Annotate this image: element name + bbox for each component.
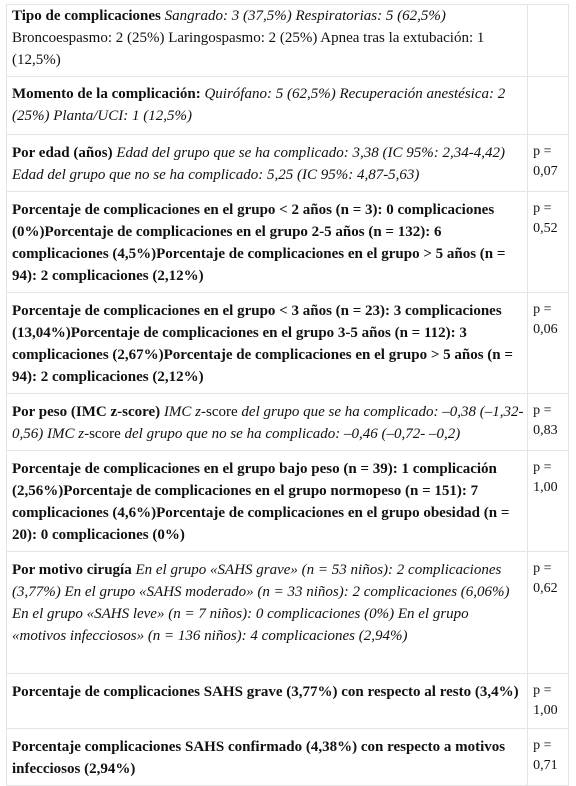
table-cell xyxy=(7,293,528,394)
row-italic-text: z- xyxy=(78,426,90,442)
row-plain-text: score xyxy=(206,404,238,420)
row-label: Por motivo cirugía xyxy=(12,562,132,578)
p-value: p = 0,83 xyxy=(528,394,569,451)
table-row xyxy=(7,77,569,135)
row-italic-text: Edad del grupo que se ha complicado: 3,38 (IC 95%: 2,34-4,42) Edad del grupo que no se ha complicado: 5,25 (IC 95%: 4,87-5,63) xyxy=(12,145,505,183)
row-bold-text: Porcentaje de complicaciones SAHS grave (3,77%) con respecto al resto (3,4%) xyxy=(12,684,519,700)
table-cell xyxy=(7,451,528,552)
table-cell xyxy=(7,192,528,293)
table-row xyxy=(7,674,569,729)
p-value: p = 0,62 xyxy=(528,552,569,674)
row-label: Momento de la complicación: xyxy=(12,86,201,102)
table-row xyxy=(7,729,569,786)
row-italic-text: Sangrado: 3 (37,5%) Respiratorias: 5 (62,5%) xyxy=(164,8,446,24)
row-plain-text: Broncoespasmo: 2 (25%) Laringospasmo: 2 (25%) Apnea tras la extubación: 1 (12,5%) xyxy=(12,30,485,68)
row-italic-text: del grupo que no se ha complicado: –0,46 (–0,72- –0,2) xyxy=(124,426,461,442)
row-bold-text: Porcentaje de complicaciones en el grupo < 2 años (n = 3): 0 complicaciones (0%)Porcentaje de complicaciones en el grupo 2-5 años (n = 132): 6 complicaciones (4,5%)Porcentaje de complicaciones en el grupo > 5 años (n = 94): 2 complicaciones (2,12%) xyxy=(12,202,506,284)
table-row xyxy=(7,5,569,77)
row-italic-text: En el grupo «SAHS grave» (n = 53 niños): 2 complicaciones (3,77%) En el grupo «SAHS moderado» (n = 33 niños): 2 complicaciones (6,06%) En el grupo «SAHS leve» (n = 7 niños): 0 complicaciones (0%) En el grupo «motivos infecciosos» (n = 136 niños): 4 complicaciones (2,94%) xyxy=(12,562,510,644)
p-value: p = 1,00 xyxy=(528,451,569,552)
p-value xyxy=(528,5,569,77)
p-value: p = 0,06 xyxy=(528,293,569,394)
complications-table xyxy=(6,4,569,786)
table-cell xyxy=(7,552,528,674)
row-plain-text: score xyxy=(89,426,121,442)
row-label: Tipo de complicaciones xyxy=(12,8,161,24)
table-row xyxy=(7,451,569,552)
table-cell xyxy=(7,5,528,77)
p-value: p = 0,07 xyxy=(528,135,569,192)
p-value: p = 1,00 xyxy=(528,674,569,729)
row-bold-text: Porcentaje de complicaciones en el grupo bajo peso (n = 39): 1 complicación (2,56%)Porcentaje de complicaciones en el grupo normopeso (n = 151): 7 complicaciones (4,6%)Porcentaje de complicaciones en el grupo obesidad (n = 20): 0 complicaciones (0%) xyxy=(12,461,510,543)
p-value xyxy=(528,77,569,135)
row-italic-text: z- xyxy=(195,404,206,420)
table-row xyxy=(7,135,569,192)
row-label: Por peso (IMC z-score) xyxy=(12,404,161,420)
table-cell xyxy=(7,674,528,729)
table-row xyxy=(7,552,569,674)
table-row xyxy=(7,192,569,293)
table-cell xyxy=(7,394,528,451)
row-bold-text: Porcentaje complicaciones SAHS confirmado (4,38%) con respecto a motivos infecciosos (2,94%) xyxy=(12,739,506,777)
row-bold-text: Porcentaje de complicaciones en el grupo < 3 años (n = 23): 3 complicaciones (13,04%)Porcentaje de complicaciones en el grupo 3-5 años (n = 112): 3 complicaciones (2,67%)Porcentaje de complicaciones en el grupo > 5 años (n = 94): 2 complicaciones (2,12%) xyxy=(12,303,513,385)
table-row xyxy=(7,293,569,394)
table-cell xyxy=(7,135,528,192)
row-italic-text: IMC xyxy=(163,404,192,420)
row-label: Por edad (años) xyxy=(12,145,113,161)
row-italic-text: del grupo que se ha complicado: –0,38 (–1,32-0,56) IMC xyxy=(12,404,524,442)
table-cell xyxy=(7,729,528,786)
p-value: p = 0,52 xyxy=(528,192,569,293)
table-cell xyxy=(7,77,528,135)
table-row xyxy=(7,394,569,451)
row-italic-text: Quirófano: 5 (62,5%) Recuperación anestésica: 2 (25%) Planta/UCI: 1 (12,5%) xyxy=(12,86,506,124)
p-value: p = 0,71 xyxy=(528,729,569,786)
